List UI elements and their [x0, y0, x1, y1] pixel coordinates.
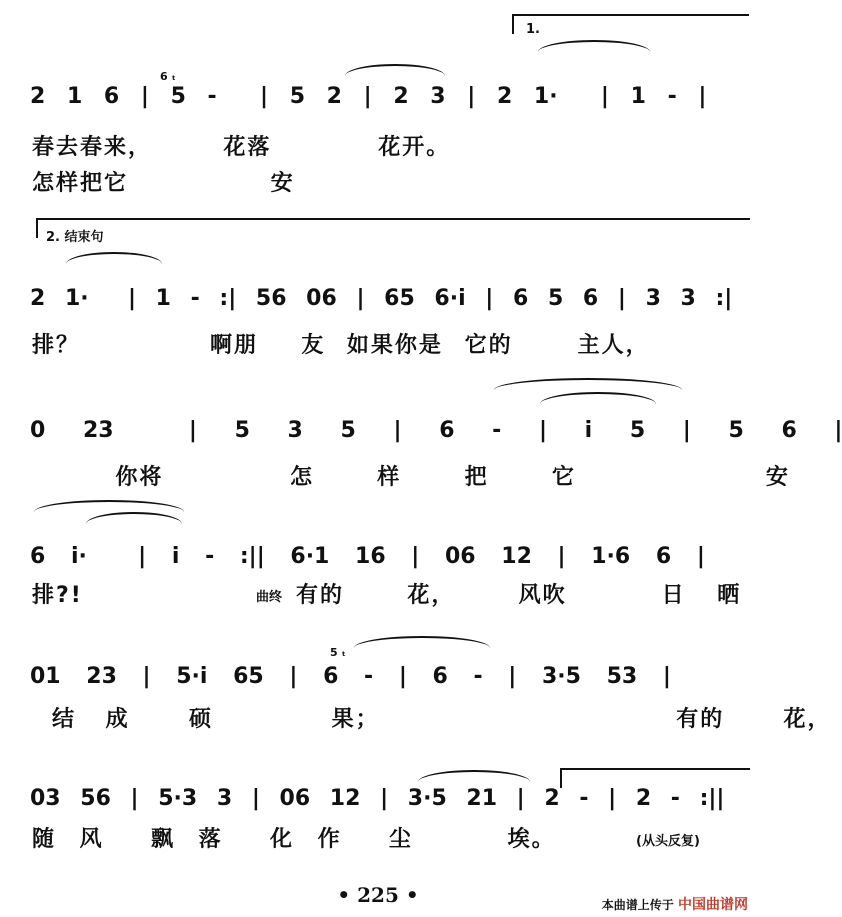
site-logo-text[interactable]: 中国曲谱网 — [678, 897, 748, 913]
slur — [66, 252, 162, 264]
lyric-line-6: 随 风 飘 落 化 作 尘 埃。 — [32, 827, 556, 852]
footer-credit — [602, 894, 748, 914]
lyric-end-mark: 曲终 — [256, 590, 283, 605]
slur — [418, 770, 530, 782]
volta-bracket-2 — [36, 218, 750, 238]
lyric-line-4-rest: 有的 花， 风吹 日 晒 — [296, 583, 742, 608]
lyric-line-4: 排?! — [32, 583, 83, 608]
volta-label-1: 1. — [526, 22, 540, 37]
slur — [354, 636, 490, 648]
slur — [345, 64, 445, 76]
notes-line-3: 0 23 | 5 3 5 | 6 - | i 5 | 5 6 | — [30, 418, 842, 443]
notes-line-5: 01 23 | 5·i 65 | 6 - | 6 - | 3·5 53 | — [30, 664, 671, 689]
volta-bracket-3 — [560, 768, 750, 788]
key-mark: 5 ₜ — [330, 646, 346, 659]
volta-bracket-1 — [512, 14, 749, 34]
lyric-line-2: 排？ 啊朋 友 如果你是 它的 主人， — [32, 333, 650, 358]
notes-line-1: 2 1 6 | 5 - | 5 2 | 2 3 | 2 1· | 1 - | — [30, 84, 707, 109]
notes-line-2: 2 1· | 1 - :| 56 06 | 65 6·i | 6 5 6 | 3 3 :| — [30, 286, 733, 311]
key-mark: 6 ₜ — [160, 70, 176, 83]
repeat-note: (从头反复) — [636, 834, 700, 849]
lyric-line-3: 你将 怎 样 把 它 安 — [52, 465, 790, 490]
slur — [34, 500, 184, 512]
volta-label-2: 2. 结束句 — [46, 230, 104, 245]
slur — [86, 512, 182, 524]
lyric-line-1a: 春去春来， 花落 花开。 — [32, 135, 451, 160]
notes-line-6: 03 56 | 5·3 3 | 06 12 | 3·5 21 | 2 - | 2 - :|| — [30, 786, 725, 811]
page-number: • 225 • — [337, 883, 419, 907]
slur — [538, 40, 650, 52]
slur — [540, 392, 656, 404]
slur — [494, 378, 682, 390]
lyric-line-5: 结 成 硕 果； 有的 花， — [52, 707, 832, 732]
footer-prefix: 本曲谱上传于 — [601, 898, 674, 912]
lyric-line-1b: 怎样把它 安 — [32, 171, 295, 196]
notes-line-4: 6 i· | i - :|| 6·1 16 | 06 12 | 1·6 6 | — [30, 544, 705, 569]
